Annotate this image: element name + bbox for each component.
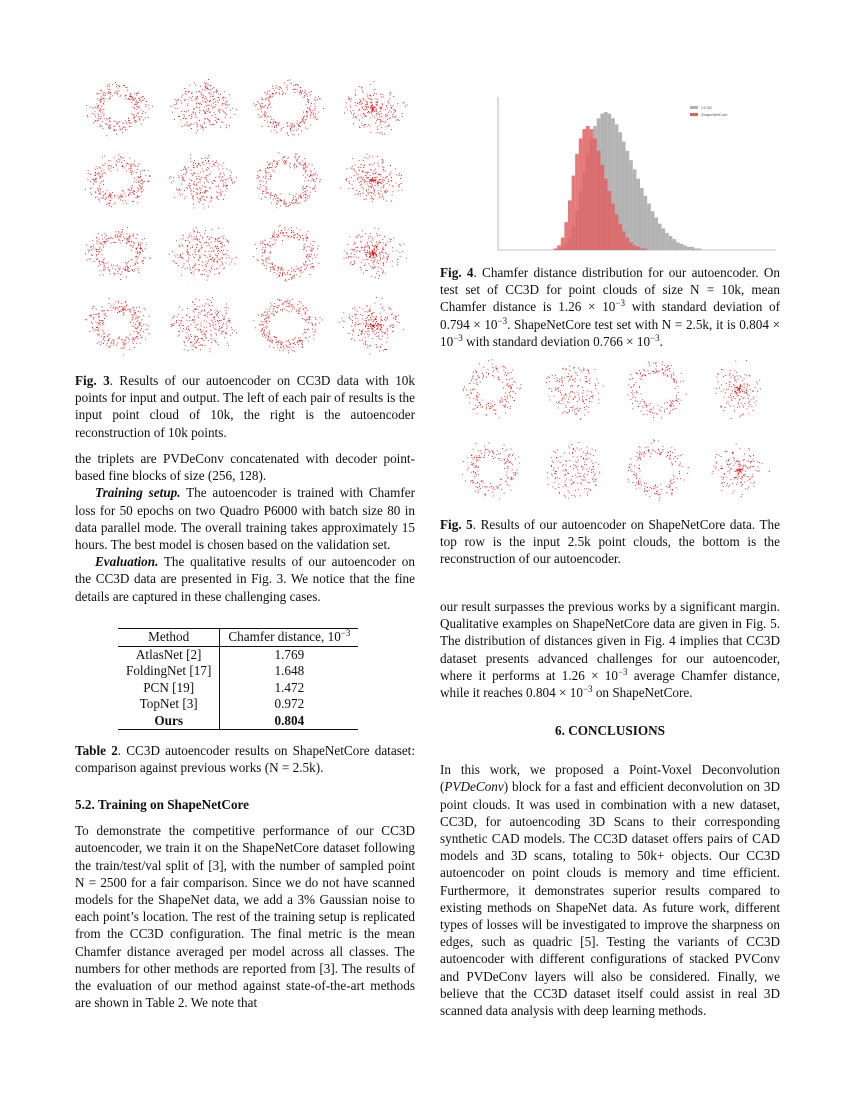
section-heading: 5.2. Training on ShapeNetCore: [75, 797, 250, 812]
cc3d-bar-31: [662, 228, 666, 250]
shapenet-bar-20: [622, 231, 626, 250]
fig3-point-cloud-grid: [75, 72, 415, 362]
shapenet-bar-16: [608, 191, 612, 250]
point-cloud: [86, 83, 153, 136]
shapenet-bar-10: [586, 126, 590, 250]
paragraph-evaluation: Evaluation. The qualitative results of our autoencoder on the CC3D data are presented in Fig. 3. We notice that the fine details are captured in these challenging cases.: [75, 554, 415, 604]
cc3d-bar-29: [654, 217, 658, 250]
table-header-metric: Chamfer distance, $10^{-3}$: [220, 629, 359, 647]
table-row: FoldingNet [17] 1.648: [118, 663, 358, 680]
table-row: PCN [19] 1.472: [118, 680, 358, 697]
cc3d-bar-32: [665, 233, 669, 250]
cc3d-bar-27: [647, 204, 651, 251]
section-heading: 6. CONCLUSIONS: [555, 723, 665, 738]
conclusions-text: In this work, we proposed a Point-Voxel Deconvolution (PVDeConv) block for a fast and efficient deconvolution on 3D point clouds. It was used in combination with a new dataset, CC3D, for autoencoding 3D Scans to their corresponding synthetic CAD models. The CC3D dataset offers pairs of CAD models and 3D scans, totaling to 50k+ objects. Our CC3D autoencoder on point clouds is memory and time efficient. Furthermore, it demonstrates superior results compared to existing methods on ShapeNet data. As future work, different types of losses will be investigated to improve the sharpness on edges, such as quadric [5]. Testing the variants of CC3D autoencoder with different configurations of stacked PVConv and PVDeConv layers will also be considered. Finally, we believe that the CC3D dataset itself could assist in real 3D scanned data analysis with deep learning methods.: [440, 762, 780, 1019]
legend-cc3d: CC3D: [701, 105, 712, 110]
section-5-2: [75, 796, 415, 1011]
point-cloud: [253, 225, 319, 281]
cc3d-bar-28: [651, 211, 655, 250]
conclusions-section: [440, 722, 780, 1019]
shapenet-bar-5: [568, 200, 572, 250]
cc3d-bar-24: [636, 179, 640, 250]
point-cloud: [257, 153, 321, 208]
fig4-histogram: [480, 92, 780, 262]
cc3d-bar-38: [687, 247, 691, 250]
table-2: [118, 628, 358, 730]
paragraph-triplets: the triplets are PVDeConv concatenated with decoder point-based fine blocks of size (256, 128).: [75, 451, 415, 484]
fig5-caption: Fig. 5. Results of our autoencoder on ShapeNetCore data. The top row is the input 2.5k point clouds, the bottom is the reconstruction of our autoencoder.: [440, 517, 780, 567]
table-header-method: Method: [118, 629, 220, 647]
cc3d-bar-37: [683, 245, 687, 250]
shapenet-bar-18: [615, 214, 619, 250]
shapenet-bar-6: [572, 176, 576, 250]
shapenet-bar-13: [597, 151, 601, 250]
shapenet-bar-26: [644, 248, 648, 250]
point-cloud: [340, 154, 402, 202]
table2-caption: Table 2. CC3D autoencoder results on ShapeNetCore dataset: comparison against previous works (N = 2.5k).: [75, 743, 416, 776]
cc3d-bar-21: [626, 151, 630, 250]
cc3d-bar-40: [694, 248, 698, 250]
point-cloud: [344, 228, 407, 278]
cc3d-bar-25: [640, 188, 644, 250]
cc3d-bar-36: [680, 244, 684, 250]
point-cloud: [715, 361, 761, 419]
point-cloud: [169, 228, 237, 280]
shapenet-bar-12: [593, 138, 597, 250]
shapenet-bar-7: [575, 154, 579, 250]
point-cloud: [339, 298, 404, 354]
table-row: TopNet [3] 0.972: [118, 696, 358, 713]
table-row: AtlasNet [2] 1.769: [118, 646, 358, 663]
shapenet-bar-4: [564, 222, 568, 250]
shapenet-bar-21: [626, 238, 630, 250]
point-cloud: [628, 362, 687, 418]
point-cloud: [85, 155, 150, 207]
point-cloud: [547, 443, 600, 499]
cc3d-bar-23: [633, 169, 637, 250]
cc3d-bar-33: [669, 236, 673, 250]
cc3d-bar-39: [690, 247, 694, 250]
shapenet-bar-9: [582, 129, 586, 250]
point-cloud: [546, 366, 604, 419]
shapenet-bar-22: [629, 242, 633, 250]
point-cloud: [628, 440, 689, 500]
cc3d-bar-35: [676, 242, 680, 250]
fig5-point-cloud-grid: [450, 350, 780, 510]
shapenet-bar-25: [640, 248, 644, 250]
paragraph-results: our result surpasses the previous works by a significant margin. Qualitative examples on ShapeNetCore data are given in Fig. 5. The distribution of distances given in Fig. 4 implies that CC3D dataset presents advanced challenges for our autoencoder, where it performs at $1.26 \times 10^{-3}$ average Chamfer distance, while it reaches $0.804 \times 10^{-3}$ on ShapeNetCore.: [440, 599, 780, 701]
cc3d-bar-30: [658, 224, 662, 250]
shapenet-bar-1: [554, 248, 558, 250]
point-cloud: [85, 298, 150, 355]
point-cloud: [171, 298, 237, 352]
shapenet-bar-15: [604, 179, 608, 250]
fig3-caption: Fig. 3. Results of our autoencoder on CC3D data with 10k points for input and output. The left of each pair of results is the input point cloud of 10k, the right is the autoencoder reconstruction of 10k points.: [75, 373, 415, 440]
point-cloud: [344, 82, 407, 135]
point-cloud: [85, 228, 151, 280]
cc3d-bar-41: [698, 248, 702, 250]
table-row: Ours 0.804: [118, 713, 358, 730]
point-cloud: [254, 299, 323, 353]
left-column-text: [75, 450, 415, 605]
paragraph-training-setup: Training setup. The autoencoder is trained with Chamfer loss for 50 epochs on two Quadro P6000 with batch size 80 in data parallel mode. The overall training takes approximately 15 hours. The best model is chosen based on the validation set.: [75, 485, 415, 553]
point-cloud: [463, 360, 522, 418]
shapenet-bar-3: [561, 238, 565, 250]
shapenet-bar-19: [618, 224, 622, 250]
shapenet-bar-17: [611, 204, 615, 251]
shapenet-bar-8: [579, 138, 583, 250]
cc3d-bar-22: [629, 160, 633, 250]
point-cloud: [462, 443, 520, 499]
section-5-2-text: To demonstrate the competitive performance of our CC3D autoencoder, we train it on the ShapeNetCore dataset following the train/test/val split of [3], with the number of sampled point N = 2500 for a fair comparison. Since we do not have scanned models for the ShapeNet data, we add a 3% Gaussian noise to each point’s location. The rest of the training setup is replicated from the CC3D configuration. The final metric is the mean Chamfer distance averaged per model across all classes. The numbers for other methods are reported from [3]. The results of the evaluation of our method against state-of-the-art methods are shown in Table 2. We note that: [75, 823, 415, 1011]
point-cloud: [169, 155, 237, 208]
right-column-text: [440, 598, 780, 701]
shapenet-bar-2: [557, 245, 561, 250]
shapenet-bar-11: [590, 129, 594, 250]
legend-shapenet: ShapeNetCore: [701, 112, 728, 117]
shapenet-bar-14: [600, 165, 604, 250]
point-cloud: [253, 80, 324, 136]
point-cloud: [712, 444, 770, 496]
point-cloud: [171, 80, 237, 134]
cc3d-bar-34: [672, 239, 676, 250]
cc3d-bar-26: [644, 196, 648, 250]
fig4-caption: Fig. 4. Chamfer distance distribution for our autoencoder. On test set of CC3D for point clouds of size N = 10k, mean Chamfer distance is $1.26 \times 10^{-3}$ with standard deviation of $0.794 \times 10^{-3}$. ShapeNetCore test set with N = 2.5k, it is $0.804 \times 10^{-3}$ with standard deviation $0.766 \times 10^{-3}$.: [440, 265, 781, 349]
shapenet-bar-23: [633, 245, 637, 250]
shapenet-bar-24: [636, 247, 640, 250]
